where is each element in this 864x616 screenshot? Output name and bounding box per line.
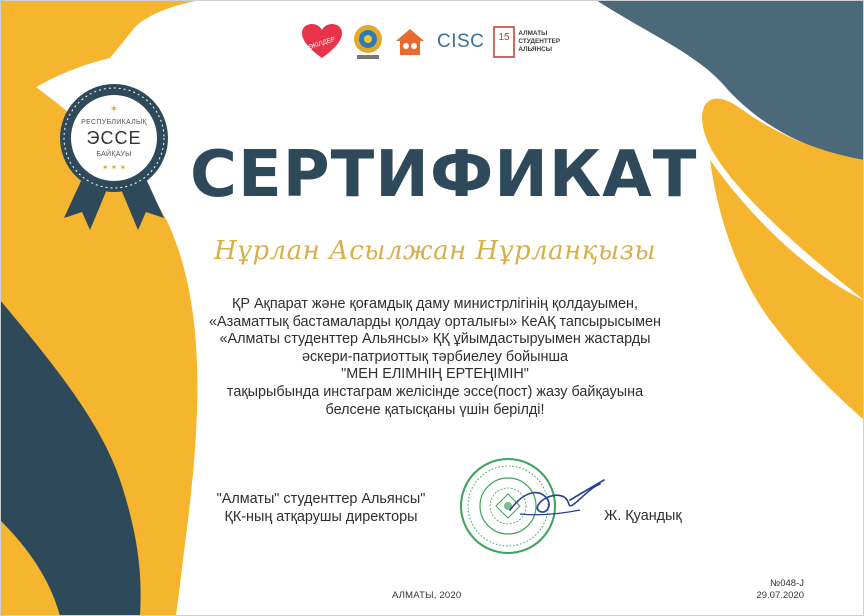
alliance-logo: [493, 26, 560, 58]
body-line: тақырыбында инстаграм желісінде эссе(пост) жазу байқауына: [226, 383, 644, 400]
body-line: ҚР Ақпарат және қоғамдық даму министрлігінің қолдауымен,: [231, 296, 638, 312]
signature: [500, 470, 610, 530]
emblem-logo: [351, 24, 385, 60]
body-line: «Алматы студенттер Альянсы» ҚҚ ұйымдастыруымен жастарды: [219, 331, 651, 348]
badge-top-text: РЕСПУБЛИКАЛЫҚ: [81, 119, 147, 126]
alliance-number: 15: [498, 32, 510, 43]
city-year: АЛМАТЫ, 2020: [392, 590, 462, 601]
alliance-line-1: АЛМАТЫ: [518, 30, 548, 37]
svg-text:✶ ✶ ✶: ✶ ✶ ✶: [101, 163, 127, 172]
cisc-logo: [435, 31, 484, 53]
certificate-number: №048-Ј: [770, 578, 804, 589]
body-line: "МЕН ЕЛІМНІҢ ЕРТЕҢІМІН": [341, 366, 529, 383]
signer-line-2: ҚК-ның атқарушы директоры: [224, 509, 418, 525]
signer-title: [196, 490, 446, 526]
recipient-name: Нұрлан Асылжан Нұрланқызы: [213, 236, 657, 266]
certificate-title: СЕРТИФИКАТ: [190, 138, 698, 212]
certificate-date: 29.07.2020: [756, 590, 804, 601]
signer-line-1: "Алматы" студенттер Альянсы": [216, 491, 426, 507]
signer-name: Ж. Қуандық: [604, 508, 682, 524]
partner-logos: [302, 22, 560, 62]
certificate-number-block: [756, 578, 804, 602]
svg-text:✶: ✶: [109, 104, 119, 115]
heart-logo-caption: ӨКІЛДЕР: [307, 35, 337, 52]
heart-logo: [302, 24, 342, 60]
badge-bottom-text: БАЙҚАУЫ: [96, 151, 132, 158]
house-logo: [394, 26, 426, 58]
body-line: белсене қатысқаны үшін берілді!: [325, 401, 545, 418]
alliance-text: [518, 30, 560, 54]
badge-main-text: ЭССЕ: [86, 128, 142, 148]
alliance-line-2: СТУДЕНТТЕР: [518, 38, 561, 45]
alliance-line-3: АЛЬЯНСЫ: [518, 46, 553, 53]
essay-contest-badge: [58, 82, 170, 194]
cisc-logo-text: CISC: [437, 31, 485, 52]
body-line: әскери-патриоттық тәрбиелеу бойынша: [301, 348, 569, 365]
certificate-body: [170, 296, 700, 419]
body-line: «Азаматтық бастамаларды қолдау орталығы» КеАҚ тапсырысымен: [209, 313, 661, 330]
